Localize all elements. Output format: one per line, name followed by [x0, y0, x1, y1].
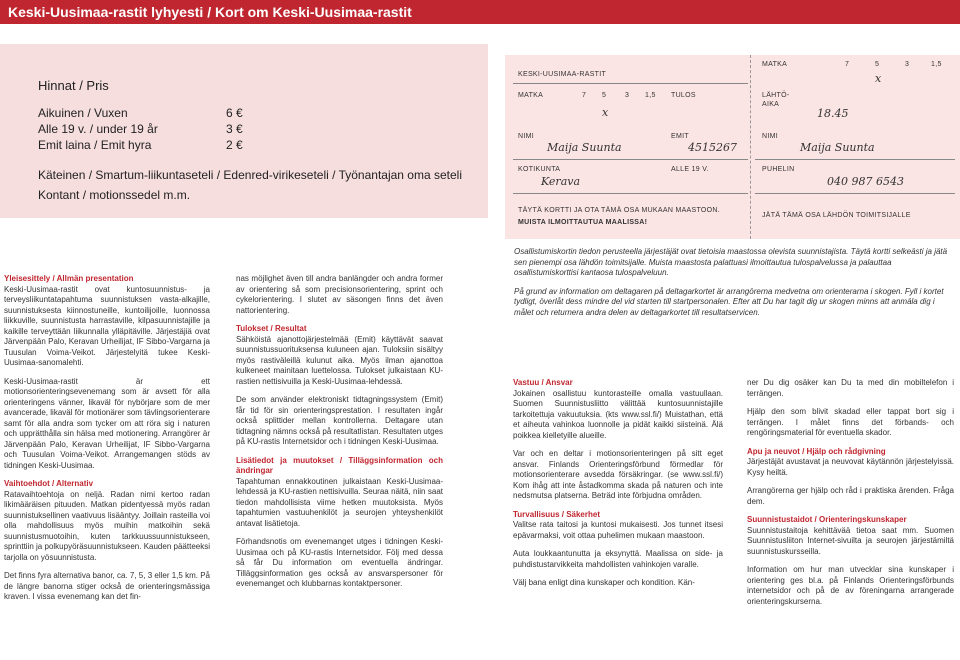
card-emit-value: 4515267	[688, 141, 737, 154]
participant-card	[505, 55, 960, 239]
card-r-dist-mark: x	[875, 72, 882, 85]
price-note-sv: Kontant / motionssedel m.m.	[38, 188, 191, 202]
heading-info: Lisätiedot ja muutokset / Tilläggsinformation och ändringar	[236, 455, 443, 475]
card-rule	[513, 83, 748, 84]
price-title: Hinnat / Pris	[38, 78, 109, 93]
heading-presentation: Yleisesittely / Allmän presentation	[4, 274, 134, 283]
para: Var och en deltar i motionsorienteringen på sitt eget ansvar. Finlands Orienteringsförbund förmedlar för motionsorienterare avsedda försäkringar. (se www.ssl.fi/) Kom ihåg att inte åstadkomma skada på naturen och inte nedsmutsa platserna. Beträd inte förbjudna områden.	[513, 449, 723, 500]
para: Tapahtuman ennakkoutinen julkaistaan Keski-Uusimaa-lehdessä ja KU-rastien nettisivuilla. Seuraa näitä, niin saat tiedon mahdollisista viime hetken muutoksista. Myös tapahtumien vastuuhenkilöt ja seurojen yhteyshenkilöt antavat lisätietoja.	[236, 476, 443, 528]
column-1	[4, 274, 210, 611]
card-nimi-label: NIMI	[518, 133, 534, 140]
price-box	[0, 44, 488, 218]
para: Jokainen osallistuu kuntorasteille omalla vastuullaan. Suomen Suunnistusliitto välittää kuntosuunnistajille tarkoitettuja vakuutuksia. (kts www.ssl.fi/) Muistathan, että et aiheuta vahinkoa luonnolle ja pidät kaikki siisteinä. Älä poikkea kielletyille alueille.	[513, 388, 723, 440]
page-header: Keski-Uusimaa-rastit lyhyesti / Kort om Keski-Uusimaa-rastit	[0, 0, 960, 24]
card-dist-15: 1,5	[645, 92, 656, 99]
card-lahto-label: LÄHTÖ-	[762, 92, 790, 99]
para: ner Du dig osäker kan Du ta med din mobiltelefon i terrängen.	[747, 378, 954, 398]
price-value-emit: 2 €	[226, 138, 243, 152]
card-r-dist-5: 5	[875, 61, 880, 68]
card-r-dist-3: 3	[905, 61, 910, 68]
card-rule	[513, 159, 748, 160]
card-dist-3: 3	[625, 92, 630, 99]
price-note-fi: Käteinen / Smartum-liikuntaseteli / Edenred-virikeseteli / Työnantajan oma seteli	[38, 168, 462, 182]
para: Arrangörerna ger hjälp och råd i praktiska ärenden. Fråga dem.	[747, 486, 954, 506]
card-r-nimi-label: NIMI	[762, 133, 778, 140]
para: Sähköistä ajanottojärjestelmää (Emit) käyttävät saavat suunnistussuorituksensa kuluneen ajan. Tuloksiin sisältyy myös rastiväleillä kulunut aika. Myös ilman ajanottoa kulkeneet mainitaan luettelossa. Tulokset julkaistaan KU-rastien nettisivuilla ja Keski-Uusimaa-lehdessä.	[236, 334, 443, 386]
card-dist-7: 7	[582, 92, 587, 99]
heading-safety: Turvallisuus / Säkerhet	[513, 509, 600, 519]
para: Keski-Uusimaa-rastit ovat kuntosuunnistus- ja terveysliikuntatapahtuma suunnistuksen vasta-alkajille, suunnistuksesta kiinnostuneille, kuntoilijoille, luonnossa liikkuville, suunnistusta harrastaville, kilpasuunnistajille ja kaikille terveyttään liikunnalla ylläpitäville. Järjestäjiä ovat Järvenpään Palo, Keravan Urheilijat, IF Sibbo-Vargarna ja Tuusulan Voima-Veikot. Järjestelyitä tukee Keski-Uusimaa-sanomalehti.	[4, 284, 210, 367]
card-matka-label: MATKA	[518, 92, 544, 99]
para: nas möjlighet även till andra banlängder och andra former av orientering så som precisionsorientering, sprint och cykelorientering. I slutet av säsongen finns det även nattorientering.	[236, 274, 443, 315]
card-dist-5: 5	[602, 92, 607, 99]
card-r-dist-15: 1,5	[931, 61, 942, 68]
column-3	[513, 378, 723, 597]
card-r-name-value: Maija Suunta	[800, 141, 875, 154]
para: Information om hur man utvecklar sina kunskaper i orientering ges bl.a. på Finlands Orienteringsförbunds internetsidor och på de av föreningarna arrangerade orienteringskurserna.	[747, 565, 954, 606]
para: Det finns fyra alternativa banor, ca. 7, 5, 3 eller 1,5 km. På de längre banorna stiger också de orienteringsmässiga kraven. I vissa evenemang kan det fin-	[4, 571, 210, 601]
heading-alternatives: Vaihtoehdot / Alternativ	[4, 479, 94, 488]
intro-fi: Osallistumiskortin tiedon perusteella järjestäjät ovat tietoisia maastossa olevista suunnistajista. Täytä kortti selkeästi ja jätä sen pienempi osa lähdön toimitsijalle. Muista maastosta palattuasi ilmoittautua tulospalvelussa ja palauttaa osallistumiskorttisi kantaosa tulospalveluun.	[514, 247, 948, 277]
card-title: KESKI-UUSIMAA-RASTIT	[518, 71, 607, 78]
para: Valitse rata taitosi ja kuntosi mukaisesti. Jos tunnet itsesi epävarmaksi, voit ottaa puhelimen mukaan maastoon.	[513, 520, 723, 540]
heading-skills: Suunnistustaidot / Orienteringskunskaper	[747, 515, 907, 524]
card-aika-label: AIKA	[762, 101, 780, 108]
card-r-dist-7: 7	[845, 61, 850, 68]
para: Välj bana enligt dina kunskaper och kondition. Kän-	[513, 578, 695, 587]
price-label-youth: Alle 19 v. / under 19 år	[38, 122, 158, 136]
card-tulos-label: TULOS	[671, 92, 696, 99]
card-kotikunta-label: KOTIKUNTA	[518, 166, 561, 173]
intro-sv: På grund av information om deltagaren på deltagarkortet är arrangörerna medvetna om orienterarna i skogen. Fyll i kortet tydligt, överlåt dess mindre del vid starten till startpersonalen. Efter att Du har tagit dig ur skogen minns att anmäla dig i målet och returnera andra delen av deltagarkortet till resultatservicen.	[514, 286, 944, 317]
card-name-value: Maija Suunta	[547, 141, 622, 154]
card-dist-mark: x	[602, 106, 609, 119]
price-label-adult: Aikuinen / Vuxen	[38, 106, 128, 120]
heading-help: Apu ja neuvot / Hjälp och rådgivning	[747, 446, 886, 456]
intro-text	[514, 247, 954, 326]
column-2	[236, 274, 443, 598]
para: De som använder elektroniskt tidtagningssystem (Emit) får tid för sin orienteringsprestation. I resultaten ingår också splittider mellan kontrollerna. Deltagare utan tidtagning nämns också på resultatlistan. Resultaten utges på KU-rastis Internetsidor och i tidningen Keski-Uusimaa.	[236, 395, 443, 446]
card-puhelin-label: PUHELIN	[762, 166, 795, 173]
para: Ratavaihtoehtoja on neljä. Radan nimi kertoo radan likimääräisen pituuden. Matkan pidentyessä myös radan suunnistuksellinen vaativuus lisääntyy. Joillain rasteilla voi olla mahdollisuus myös muihin matkoihin sekä suunnistusmuotoihin, kuten tarkkuussuunnistukseen, sprinttiin ja polkupyöräsuunnistukseen. Kauden päätteeksi tarjolla on yösuunnistusta.	[4, 489, 210, 562]
para: Suunnistustaitoja kehittävää tietoa saat mm. Suomen Suunnistusliiton Internet-sivuilta ja seurojen järjestämiltä suunnistuskursseilla.	[747, 525, 954, 556]
card-rule	[513, 193, 748, 194]
card-time-value: 18.45	[817, 107, 849, 120]
price-label-emit: Emit laina / Emit hyra	[38, 138, 152, 152]
card-r-matka-label: MATKA	[762, 61, 788, 68]
card-phone-value: 040 987 6543	[827, 175, 904, 188]
column-4	[747, 378, 954, 615]
para: Järjestäjät avustavat ja neuvovat käytännön järjestelyissä. Kysy heiltä.	[747, 457, 954, 477]
para: Keski-Uusimaa-rastit är ett motionsorienteringsevenemang som är avsett för alla orienteringens vänner, likaväl för nybörjare som de mer avancerade, likaväl för motionärer som tävlingsorienterare samt för alla andra som tycker om att röra sig i naturen och upprätthålla sin hälsa med motionering. Arrangörer är Järvenpään Palo, Keravan Urheilijat, IF Sibbo-Vargarna och Tuusulan Voima-Veikot. Arrangemangen stöds av tidningen Keski-Uusimaa.	[4, 376, 210, 470]
heading-responsibility: Vastuu / Ansvar	[513, 378, 573, 387]
para: Förhandsnotis om evenemanget utges i tidningen Keski-Uusimaa och på KU-rastis Internetsidor. Följ med dessa så får Du information om eventuella ändringar. Tilläggsinformation ges också av ansvarspersoner för evenemanget och klubbarnas kontaktpersoner.	[236, 537, 443, 588]
card-town-value: Kerava	[541, 175, 581, 188]
price-value-youth: 3 €	[226, 122, 243, 136]
price-value-adult: 6 €	[226, 106, 243, 120]
card-emit-label: EMIT	[671, 133, 689, 140]
card-divider	[750, 55, 751, 239]
heading-results: Tulokset / Resultat	[236, 324, 307, 333]
card-note-b: MUISTA ILMOITTAUTUA MAALISSA!	[518, 219, 648, 226]
card-rule	[755, 159, 955, 160]
card-note-a: TÄYTÄ KORTTI JA OTA TÄMÄ OSA MUKAAN MAASTOON.	[518, 207, 721, 214]
card-alle19-label: ALLE 19 V.	[671, 166, 709, 173]
para: Hjälp den som blivit skadad eller tappat bort sig i terrängen. I målet finns det förbands- och rengöringsmaterial för eventuella skador.	[747, 407, 954, 437]
card-right-note: JÄTÄ TÄMÄ OSA LÄHDÖN TOIMITSIJALLE	[762, 212, 911, 219]
para: Auta loukkaantunutta ja eksynyttä. Maalissa on side- ja puhdistustarvikkeita mahdollisten vahinkojen varalle.	[513, 549, 723, 569]
card-rule	[755, 193, 955, 194]
